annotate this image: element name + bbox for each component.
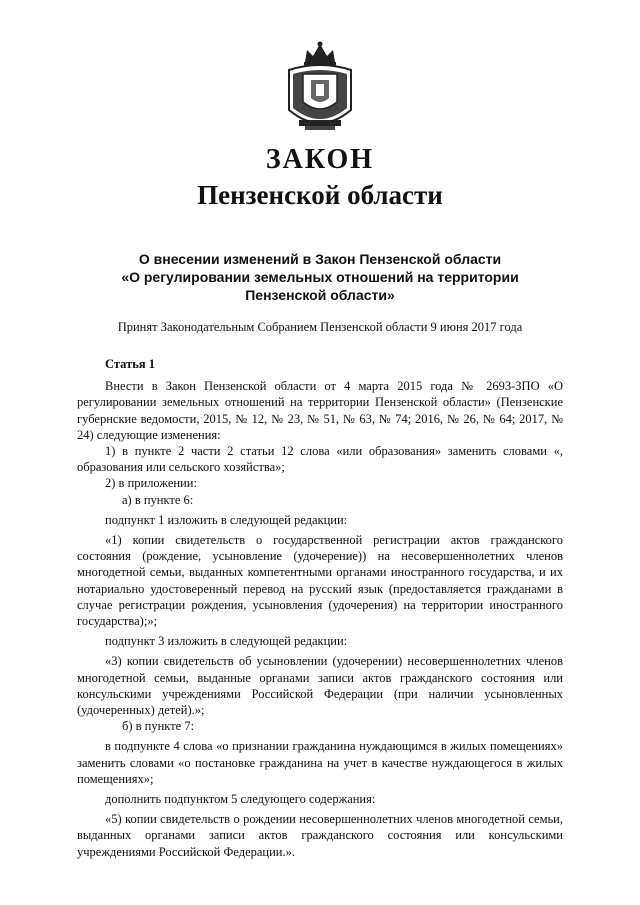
paragraph: дополнить подпунктом 5 следующего содержания: — [105, 792, 376, 807]
paragraph: в подпункте 4 слова «о признании гражданина нуждающимся в жилых помещениях» заменить словами «о постановке гражданина на учет в качестве нуждающегося в жилых помещениях»; — [77, 739, 563, 786]
subtitle-line: «О регулировании земельных отношений на территории — [121, 269, 519, 285]
law-title: ЗАКОН — [265, 144, 375, 175]
paragraph: «1) копии свидетельств о государственной регистрации актов гражданского состояния (рождение, усыновление (удочерение)) на несовершеннолетних членов многодетной семьи, выданных компетентными органами иностранного государства, и их нотариально удостоверенный перевод на русский язык (предоставляется гражданами в случае регистрации рождения, усыновления (удочерения) на территории иностранного государства);»; — [77, 533, 563, 629]
paragraph: б) в пункте 7: — [122, 719, 195, 734]
article-heading: Статья 1 — [105, 357, 155, 371]
paragraph: «3) копии свидетельств об усыновлении (удочерении) несовершеннолетних членов многодетной семьи, выданные органами записи актов гражданского состояния или консульскими учреждениями Российской Федерации (при наличии усыновленных (удочеренных) детей).»; — [77, 654, 563, 718]
coat-of-arms-icon — [285, 40, 355, 134]
law-region: Пензенской области — [197, 180, 443, 210]
paragraph: Внести в Закон Пензенской области от 4 марта 2015 года № 2693-ЗПО «О регулировании земельных отношений на территории Пензенской области» (Пензенские губернские ведомости, 2015, № 12, № 23, № 51, № 63, № 74; 2016, № 26, № 64; 2017, № 24) следующие изменения: — [77, 379, 563, 442]
paragraph: а) в пункте 6: — [122, 492, 194, 507]
article-body — [77, 356, 563, 860]
adoption-note: Принят Законодательным Собранием Пензенской области 9 июня 2017 года — [117, 320, 523, 334]
paragraph: 1) в пункте 2 части 2 статьи 12 слова «или образования» заменить словами «, образования или сельского хозяйства»; — [77, 444, 563, 475]
subtitle-line: Пензенской области» — [245, 287, 395, 303]
law-subtitle — [60, 250, 580, 304]
paragraph: подпункт 3 изложить в следующей редакции: — [105, 634, 348, 649]
paragraph: «5) копии свидетельств о рождении несовершеннолетних членов многодетной семьи, выданных органами записи актов гражданского состояния или консульскими учреждениями Российской Федерации.». — [77, 812, 563, 859]
paragraph: подпункт 1 изложить в следующей редакции: — [105, 512, 348, 527]
paragraph: 2) в приложении: — [105, 476, 197, 491]
subtitle-line: О внесении изменений в Закон Пензенской области — [138, 251, 502, 267]
